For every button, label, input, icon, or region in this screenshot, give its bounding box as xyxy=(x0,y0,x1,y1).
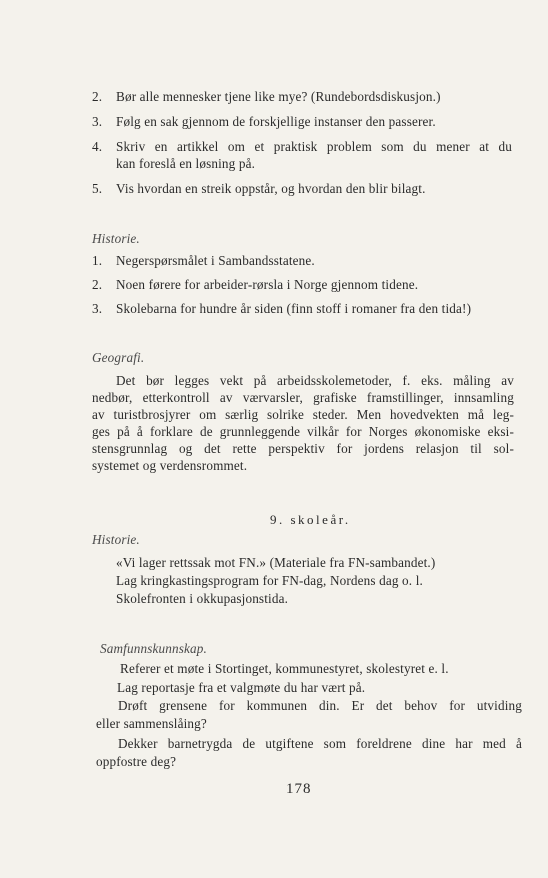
item-text: Følg en sak gjennom de forskjellige instanser den passerer. xyxy=(116,114,436,129)
list-item xyxy=(92,277,418,293)
item-number: 2. xyxy=(92,89,103,104)
list-item xyxy=(92,89,441,105)
list-item: Skolefronten i okkupasjonstida. xyxy=(116,591,289,606)
section-heading-historie: Historie. xyxy=(92,231,140,246)
item-number: 3. xyxy=(92,301,103,316)
section-heading-geografi: Geografi. xyxy=(92,350,145,365)
item-number: 4. xyxy=(92,139,103,154)
list-item xyxy=(92,114,436,130)
item-text: Negerspørsmålet i Sambandsstatene. xyxy=(116,253,315,268)
list-item xyxy=(92,253,315,269)
paragraph-line: ges på å forklare de grunnleggende vilkår for Norges økonomiske eksi- xyxy=(92,424,514,439)
item-number: 5. xyxy=(92,181,103,196)
item-number: 3. xyxy=(92,114,103,129)
list-item: Drøft grensene for kommunen din. Er det behov for utviding xyxy=(118,698,522,713)
item-text: Bør alle mennesker tjene like mye? (Rundebordsdiskusjon.) xyxy=(116,89,441,104)
grade-heading: 9. skoleår. xyxy=(270,512,351,527)
list-item xyxy=(92,139,512,155)
list-item-continuation: kan foreslå en løsning på. xyxy=(116,156,256,171)
list-item: Referer et møte i Stortinget, kommunestyret, skolestyret e. l. xyxy=(120,661,449,676)
item-number: 2. xyxy=(92,277,103,292)
section-heading-historie: Historie. xyxy=(92,532,140,547)
list-item: Lag reportasje fra et valgmøte du har vært på. xyxy=(117,680,366,695)
list-item-continuation: eller sammenslåing? xyxy=(96,716,207,731)
list-item xyxy=(92,301,471,317)
item-text: Skolebarna for hundre år siden (finn stoff i romaner fra den tida!) xyxy=(116,301,472,316)
list-item: Dekker barnetrygda de utgiftene som foreldrene dine har med å xyxy=(118,736,522,751)
list-item: «Vi lager rettssak mot FN.» (Materiale fra FN-sambandet.) xyxy=(116,555,436,570)
list-item-continuation: oppfostre deg? xyxy=(96,754,177,769)
paragraph-line: Det bør legges vekt på arbeidsskolemetoder, f. eks. måling av xyxy=(116,373,514,388)
paragraph-line: systemet og verdensrommet. xyxy=(92,458,248,473)
paragraph-line: av turistbrosjyrer om særlig solrike steder. Men hovedvekten må leg- xyxy=(92,407,514,422)
page-number: 178 xyxy=(286,781,312,797)
list-item: Lag kringkastingsprogram for FN-dag, Nordens dag o. l. xyxy=(116,573,423,588)
section-heading-samfunnskunnskap: Samfunnskunnskap. xyxy=(100,641,207,656)
paragraph-line: stensgrunnlag og det rette perspektiv for jordens relasjon til sol- xyxy=(92,441,514,456)
list-item xyxy=(92,181,426,197)
item-text: Skriv en artikkel om et praktisk problem som du mener at du xyxy=(116,139,512,154)
paragraph-line: nedbør, etterkontroll av værvarsler, grafiske framstillinger, innsamling xyxy=(92,390,514,405)
item-number: 1. xyxy=(92,253,103,268)
item-text: Vis hvordan en streik oppstår, og hvordan den blir bilagt. xyxy=(116,181,426,196)
item-text: Noen førere for arbeider-rørsla i Norge gjennom tidene. xyxy=(116,277,419,292)
